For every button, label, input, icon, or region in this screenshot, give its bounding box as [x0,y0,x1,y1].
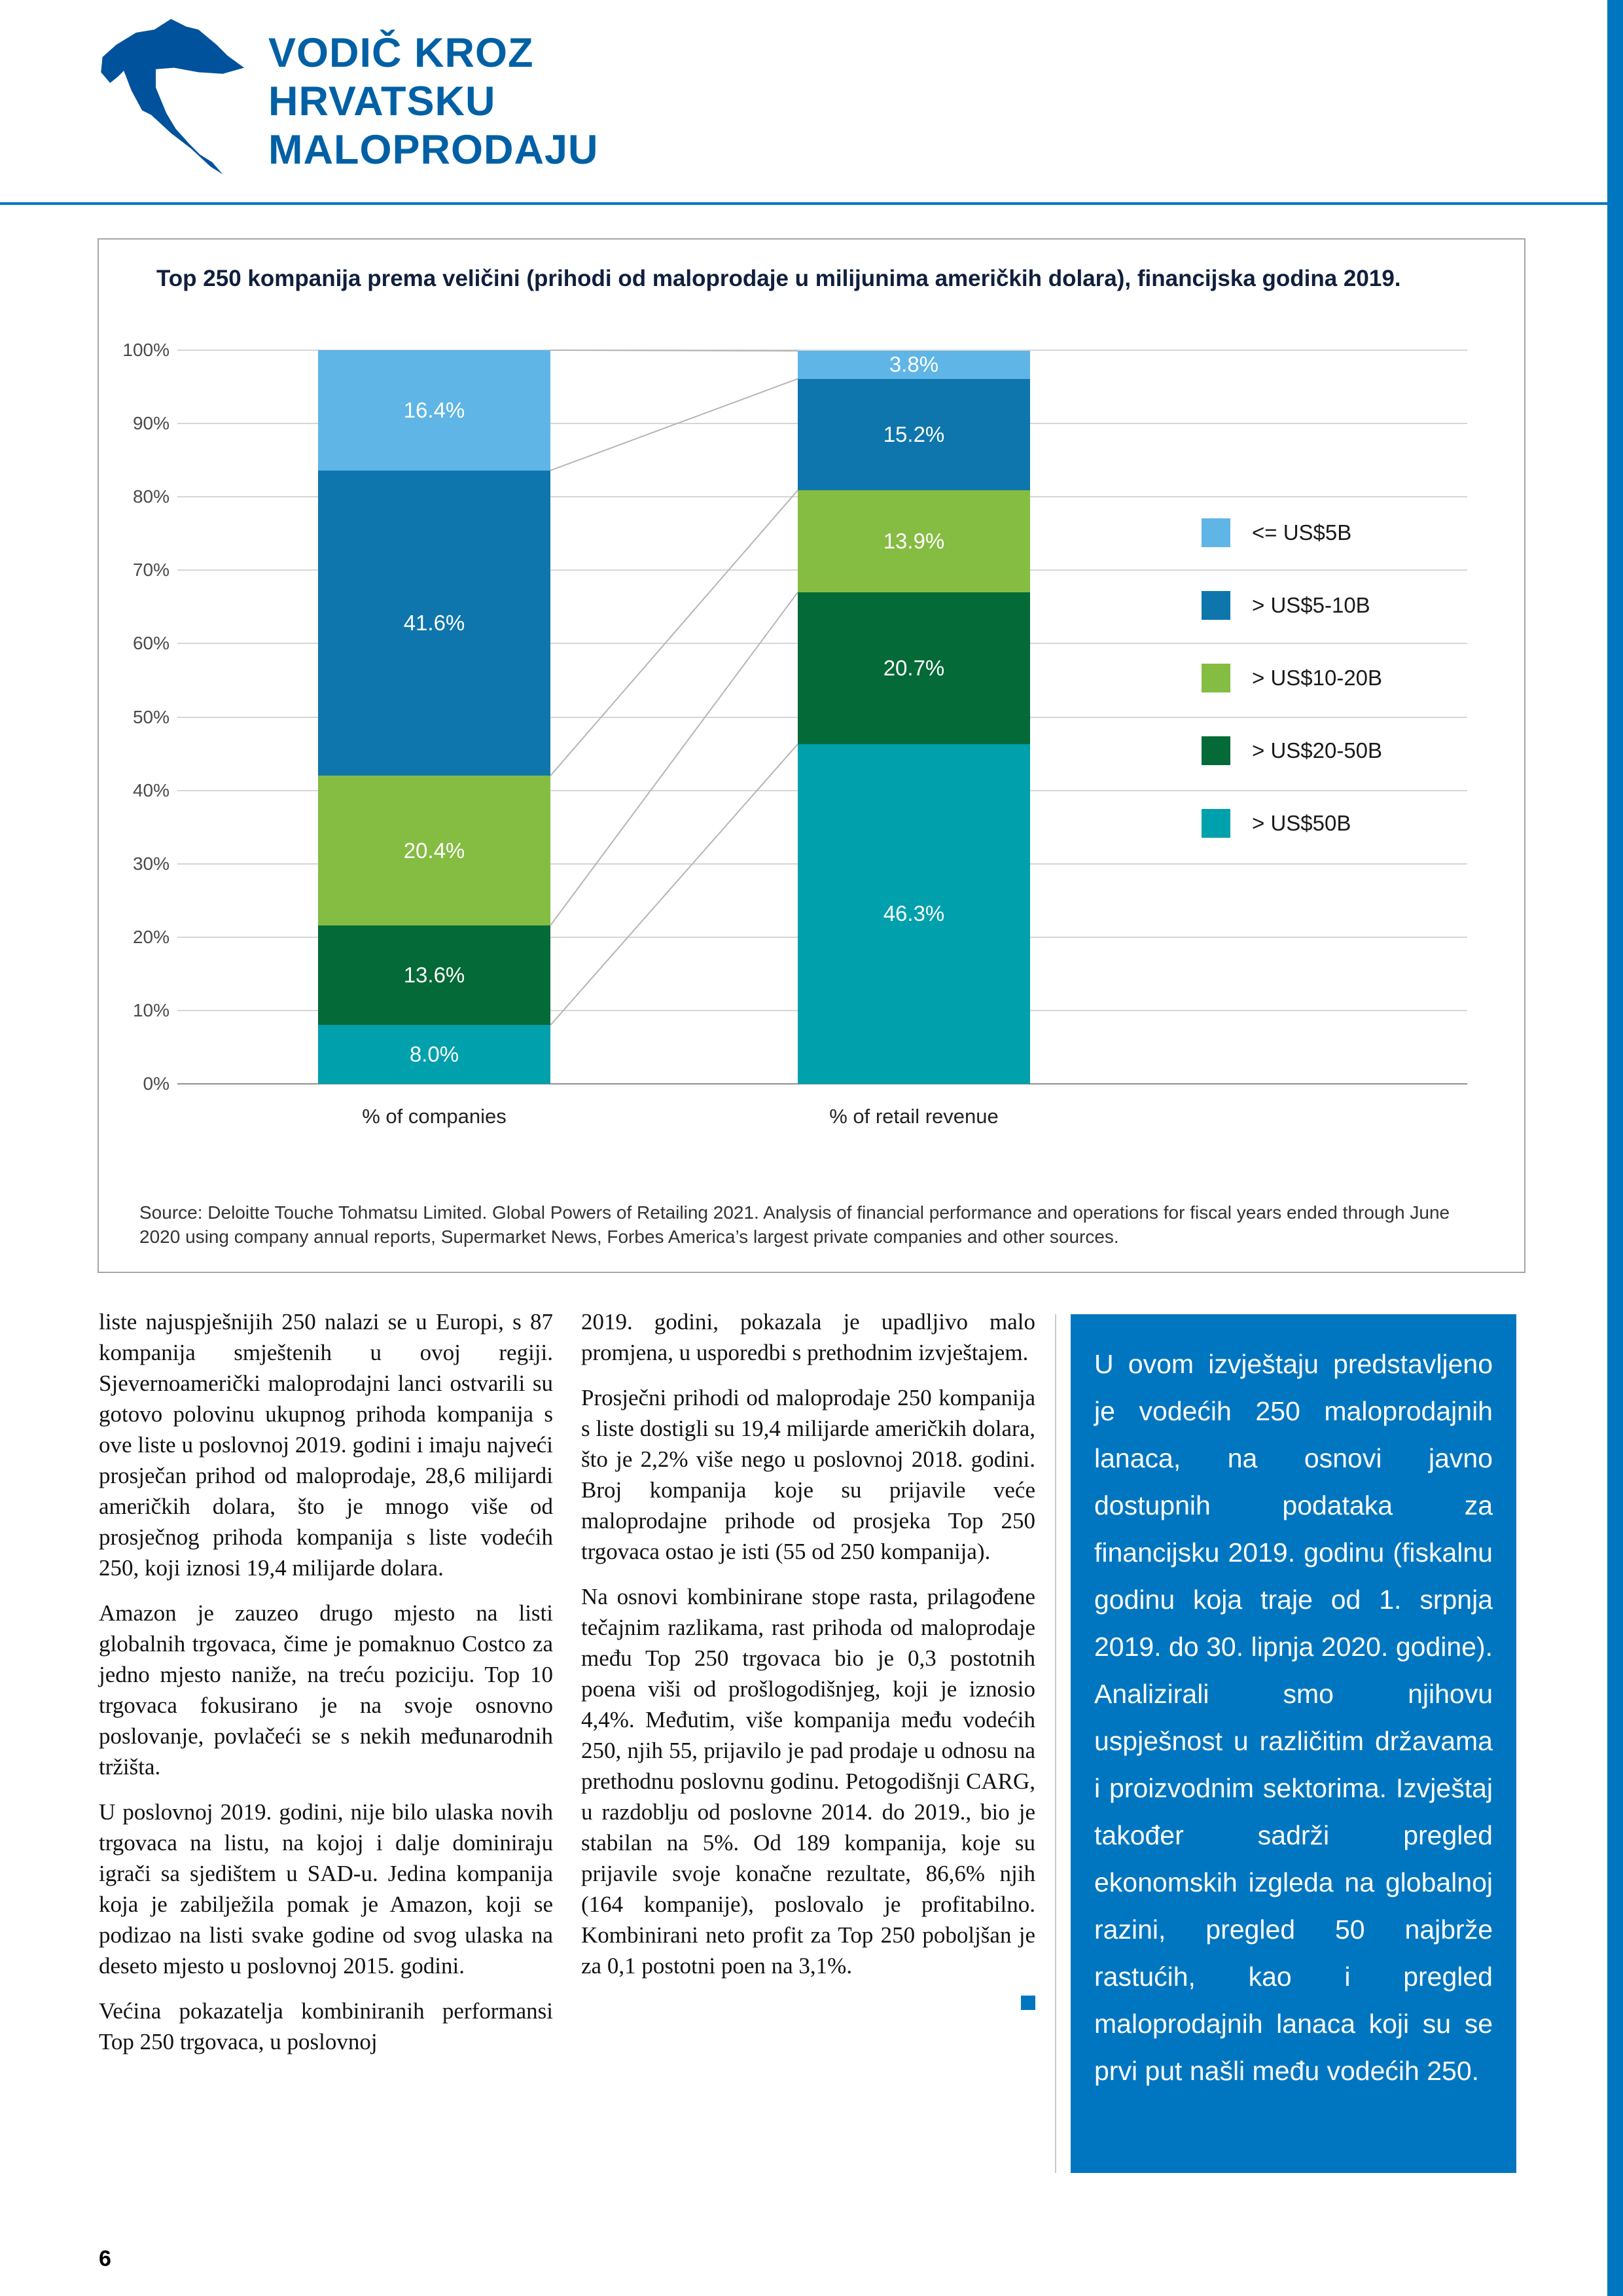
legend-item-label: > US$5-10B [1252,593,1370,617]
paragraph: Većina pokazatelja kombiniranih performansi Top 250 trgovaca, u poslovnoj [99,1998,553,2054]
y-axis-tick-label: 70% [132,560,169,581]
legend-color-swatch [1202,664,1230,692]
legend-color-swatch [1202,591,1230,620]
legend-item-label: <= US$5B [1252,520,1352,545]
paragraph: U poslovnoj 2019. godini, nije bilo ulaska novih trgovaca na listu, na kojoj i dalje dominiraju igrači sa sjedištem u SAD-u. Jedina kompanija koja je zabilježila pomak je Amazon, koji se podizao na listi svake godine od svog ulaska na deseto mjesto u poslovnoj 2015. godini. [99,1799,553,1979]
legend-item-label: > US$10-20B [1252,666,1383,690]
summary-text: U ovom izvještaju predstavljeno je vodećih 250 maloprodajnih lanaca, na osnovi javno dostupnih podataka za financijsku 2019. godinu (fiskalnu godinu koja traje od 1. srpnja 2019. do 30. lipnja 2020. godine). Analizirali smo njihovu uspješnost u različitim državama i proizvodnim sektorima. Izvještaj također sadrži pregled ekonomskih izgleda na globalnoj razini, pregled 50 najbrže rastućih, kao i pregled maloprodajnih lanaca koji su se prvi put našli među vodećih 250. [1094,1349,1493,2086]
summary-callout-box [1071,1314,1516,2173]
legend-color-swatch [1202,736,1230,765]
y-axis-tick-label: 50% [132,706,169,727]
paragraph: liste najuspješnijih 250 nalazi se u Europi, s 87 kompanija smještenih u ovoj regiji. Sjevernoamerički maloprodajni lanci ostvarili su gotovo polovinu ukupnog prihoda kompanija s ove liste u poslovnoj 2019. godini i imaju najveći prosječan prihod od maloprodaje, 28,6 milijardi američkih dolara, što je mnogo više od prosječnog prihoda kompanija s liste vodećih 250, koji iznosi 19,4 milijarde dolara. [99,1309,553,1581]
bar-segment-value-label: 20.4% [403,838,465,863]
bar-segment-value-label: 15.2% [883,422,945,446]
y-axis-tick-label: 80% [132,486,169,507]
paragraph: Prosječni prihodi od maloprodaje 250 kompanija s liste dostigli su 19,4 milijarde američkih dolara, što je 2,2% više nego u poslovnoj 2018. godini. Broj kompanija koje su prijavile veće maloprodajne prihode od prosjeka Top 250 trgovaca ostao je isti (55 od 250 kompanija). [581,1385,1035,1564]
header-divider-line [0,202,1623,205]
y-axis-tick-label: 10% [132,999,169,1020]
legend-item-label: > US$20-50B [1252,738,1383,762]
legend-item-label: > US$50B [1252,811,1351,835]
y-axis-tick-label: 90% [132,413,169,434]
y-axis-tick-label: 100% [122,340,169,360]
y-axis-tick-label: 40% [132,780,169,800]
article-column-1 [99,1306,553,2072]
y-axis-tick-label: 30% [132,853,169,874]
y-axis-tick-label: 0% [143,1073,169,1094]
page-edge-accent-bar [1607,0,1623,2296]
bar-segment-value-label: 8.0% [409,1042,459,1067]
bar-segment-value-label: 20.7% [883,655,945,680]
bar-segment-value-label: 46.3% [883,901,945,926]
bar-segment-value-label: 13.6% [403,963,465,988]
column-divider-line [1055,1314,1056,2173]
article-end-marker [1021,1996,1035,2010]
bar-segment-value-label: 16.4% [403,397,465,422]
bar-segment-value-label: 41.6% [403,611,465,635]
y-axis-tick-label: 60% [132,633,169,654]
page-number: 6 [99,2246,111,2271]
paragraph: 2019. godini, pokazala je upadljivo malo promjena, u usporedbi s prethodnim izvještajem. [581,1309,1035,1365]
article-column-2 [581,1306,1035,2010]
legend-color-swatch [1202,518,1230,547]
croatia-map-icon [92,14,257,182]
paragraph: Na osnovi kombinirane stope rasta, prilagođene tečajnim razlikama, rast prihoda od maloprodaje među Top 250 trgovaca bio je 0,3 postotnih poena viši od prošlogodišnjeg, koji je iznosio 4,4%. Međutim, više kompanija među vodećih 250, njih 55, prijavilo je pad prodaje u odnosu na prethodnu poslovnu godinu. Petogodišnji CARG, u razdoblju od poslovne 2014. do 2019., bio je stabilan na 5%. Od 189 kompanija, koje su prijavile svoje konačne rezultate, 86,6% njih (164 kompanije), poslovalo je profitabilno. Kombinirani neto profit za Top 250 poboljšan je za 0,1 postotni poen na 3,1%. [581,1584,1035,1979]
bar-segment-value-label: 3.8% [889,352,939,377]
x-axis-category-label: % of companies [362,1105,507,1128]
stacked-bar-chart [99,240,1524,1272]
report-title-line-2: HRVATSKU [268,79,496,124]
chart-title: Top 250 kompanija prema veličini (prihodi od maloprodaje u milijunima američkih dolara), financijska godina 2019. [156,266,1401,291]
y-axis-tick-label: 20% [132,926,169,947]
figure-panel [98,238,1525,1273]
paragraph: Amazon je zauzeo drugo mjesto na listi globalnih trgovaca, čime je pomaknuo Costco za jedno mjesto naniže, na treću poziciju. Top 10 trgovaca fokusirano je na svoje osnovno poslovanje, povlačeći se s nekih međunarodnih tržišta. [99,1600,553,1780]
report-title [268,29,599,174]
legend-color-swatch [1202,809,1230,838]
bar-segment-value-label: 13.9% [883,529,945,554]
x-axis-category-label: % of retail revenue [829,1105,999,1128]
report-title-line-3: MALOPRODAJU [268,127,599,173]
report-title-line-1: VODIČ KROZ [268,30,534,76]
source-note: Source: Deloitte Touche Tohmatsu Limited. Global Powers of Retailing 2021. Analysis of financial performance and operations for fiscal years ended through June 2020 using company annual reports, Supermarket News, Forbes America’s largest private companies and other sources. [139,1202,1450,1247]
